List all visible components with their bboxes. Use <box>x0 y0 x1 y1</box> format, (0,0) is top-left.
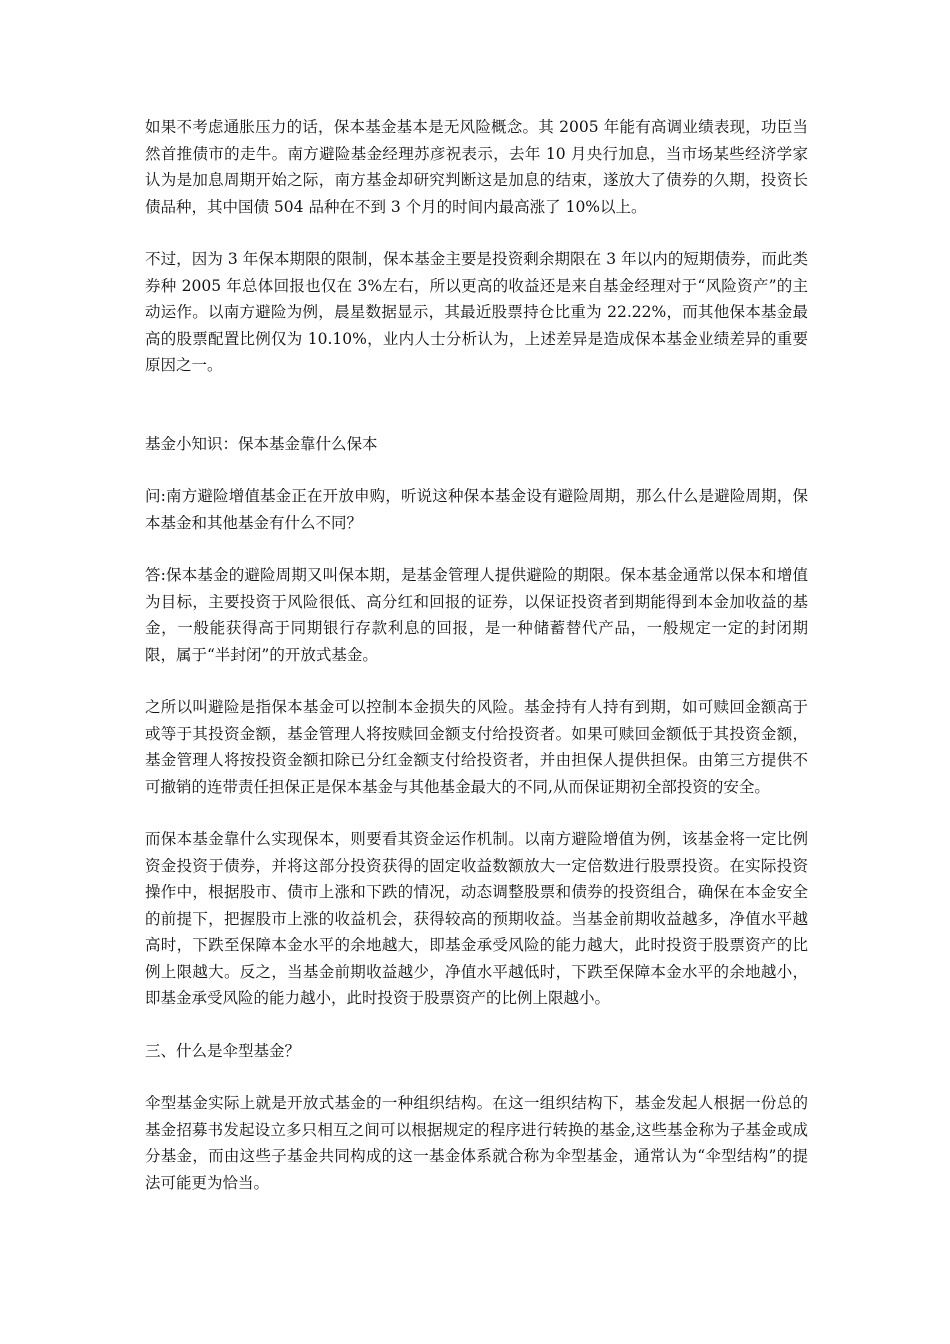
question-paragraph: 问:南方避险增值基金正在开放申购，听说这种保本基金设有避险周期，那么什么是避险周期，保本基金和其他基金有什么不同？ <box>145 487 808 532</box>
paragraph-risk-assets: 不过，因为 3 年保本期限的限制，保本基金主要是投资剩余期限在 3 年以内的短期债券，而此类券种 2005 年总体回报也仅在 3%左右，所以更高的收益还是来自基金经理对于“风险资产”的主动运作。以南方避险为例，晨星数据显示，其最近股票持仓比重为 22.22%，而其他保本基金最高的股票配置比例仅为 10.10%，业内人士分析认为，上述差异是造成保本基金业绩差异的重要原因之一。 <box>145 250 808 374</box>
answer-paragraph-risk-control: 之所以叫避险是指保本基金可以控制本金损失的风险。基金持有人持有到期，如可赎回金额高于或等于其投资金额，基金管理人将按赎回金额支付给投资者。如果可赎回金额低于其投资金额，基金管理人将按投资金额扣除已分红金额支付给投资者，并由担保人提供担保。由第三方提供不可撤销的连带责任担保正是保本基金与其他基金最大的不同,从而保证期初全部投资的安全。 <box>145 698 808 796</box>
paragraph-umbrella-fund: 伞型基金实际上就是开放式基金的一种组织结构。在这一组织结构下，基金发起人根据一份总的基金招募书发起设立多只相互之间可以根据规定的程序进行转换的基金,这些基金称为子基金或成分基金，而由这些子基金共同构成的这一基金体系就合称为伞型基金，通常认为“伞型结构”的提法可能更为恰当。 <box>145 1094 808 1192</box>
paragraph-bond-market: 如果不考虑通胀压力的话，保本基金基本是无风险概念。其 2005 年能有高调业绩表现，功臣当然首推债市的走牛。南方避险基金经理苏彦祝表示，去年 10 月央行加息，当市场某些经济学家认为是加息周期开始之际，南方基金却研究判断这是加息的结束，遂放大了债券的久期，投资长债品种，其中国债 504 品种在不到 3 个月的时间内最高涨了 10%以上。 <box>145 118 808 216</box>
document-body <box>145 114 808 1222</box>
section-title-fund-knowledge: 基金小知识：保本基金靠什么保本 <box>145 434 378 453</box>
answer-paragraph-definition: 答:保本基金的避险周期又叫保本期，是基金管理人提供避险的期限。保本基金通常以保本和增值为目标，主要投资于风险很低、高分红和回报的证券，以保证投资者到期能得到本金加收益的基金，一般能获得高于同期银行存款利息的回报，是一种储蓄替代产品，一般规定一定的封闭期限，属于“半封闭”的开放式基金。 <box>145 566 808 664</box>
answer-paragraph-mechanism: 而保本基金靠什么实现保本，则要看其资金运作机制。以南方避险增值为例，该基金将一定比例资金投资于债券，并将这部分投资获得的固定收益数额放大一定倍数进行股票投资。在实际投资操作中，根据股市、债市上涨和下跌的情况，动态调整股票和债券的投资组合，确保在本金安全的前提下，把握股市上涨的收益机会，获得较高的预期收益。当基金前期收益越多，净值水平越高时，下跌至保障本金水平的余地越大，即基金承受风险的能力越大，此时投资于股票资产的比例上限越大。反之，当基金前期收益越少，净值水平越低时，下跌至保障本金水平的余地越小，即基金承受风险的能力越小，此时投资于股票资产的比例上限越小。 <box>145 830 808 1007</box>
spacer <box>145 405 808 431</box>
section-title-umbrella-fund: 三、什么是伞型基金？ <box>145 1041 301 1060</box>
